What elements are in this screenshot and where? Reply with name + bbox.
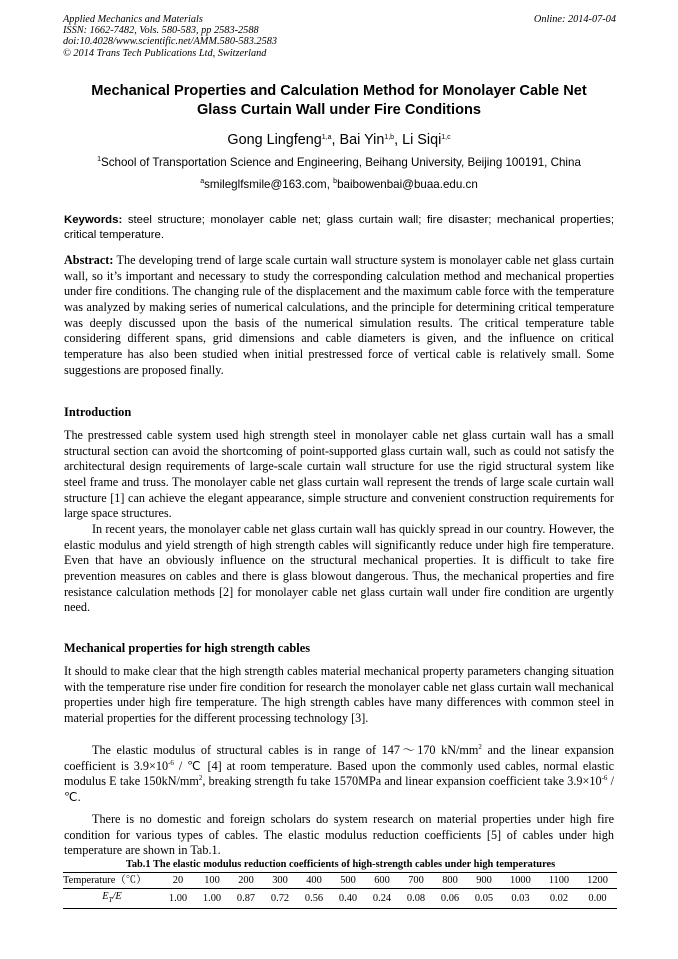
author-separator: , (394, 132, 403, 148)
author-1-affil: 1,a (321, 134, 332, 141)
abstract (64, 253, 614, 378)
mech-p2-text: , breaking strength fu take 1570MPa and linear expansion coefficient take 3.9×10 (202, 774, 602, 789)
affiliation (60, 155, 618, 170)
mech-p2-text: The elastic modulus of structural cables is in range of 147～170 kN/mm (92, 743, 479, 757)
issn-line: ISSN: 1662-7482, Vols. 580-583, pp 2583-2588 (63, 25, 259, 37)
superscript: 2 (198, 774, 203, 783)
mech-paragraph-3: There is no domestic and foreign scholars do system research on material properties under high fire condition for various types of cables. The elastic modulus reduction coefficients [5] of cables under high temperature are shown in Tab.1. (64, 812, 614, 858)
mech-p2-text: and the linear expansion coefficient is 3.9×10 (64, 743, 614, 773)
coefficient-cell: 0.06 (433, 889, 467, 909)
table-caption: Tab.1 The elastic modulus reduction coefficients of high-strength cables under high temperatures (125, 859, 556, 870)
temperature-cell: 1200 (578, 873, 617, 889)
doi-line: doi:10.4028/www.scientific.net/AMM.580-583.2583 (63, 36, 278, 48)
temperature-cell: 800 (433, 873, 467, 889)
email-b-marker: b (333, 178, 338, 185)
email-a[interactable]: smileglfsmile@163.com, (204, 178, 334, 191)
title-line-1: Mechanical Properties and Calculation Method for Monolayer Cable Net (91, 83, 587, 99)
affiliation-marker: 1 (97, 156, 101, 163)
superscript: 2 (478, 743, 482, 751)
coefficient-label: $E_T/E$ (63, 889, 161, 909)
superscript: -6 (601, 774, 608, 783)
intro-paragraph-1: The prestressed cable system used high strength steel in monolayer cable net glass curtain wall has a small structural section can avoid the shortcoming of point-supported glass curtain wall, such as could not satisfy the architectural design requirements of large-scale curtain wall structure for use the rigid structural system like steel frame and truss. The monolayer cable net glass curtain wall represent the trends of large scale curtain wall structure [1] can achieve the elegant appearance, simple structure and convenient construction requirements for large space structures. (64, 428, 614, 521)
coefficient-cell: 0.87 (229, 889, 263, 909)
paper-title (60, 82, 618, 119)
temperature-row (63, 873, 617, 889)
mech-paragraph-2 (64, 743, 614, 806)
coefficient-cell: 0.08 (399, 889, 433, 909)
journal-name: Applied Mechanics and Materials (63, 14, 203, 25)
author-2-affil: 1,b (384, 134, 395, 141)
temperature-cell: 500 (331, 873, 365, 889)
coefficient-cell: 1.00 (195, 889, 229, 909)
author-emails (60, 177, 618, 192)
coefficient-cell: 0.03 (501, 889, 540, 909)
abstract-label: Abstract: (64, 253, 114, 267)
author-3: Li Siqi (402, 132, 442, 148)
abstract-text: The developing trend of large scale curtain wall structure system is monolayer cable net glass curtain wall, so it’s important and necessary to study the corresponding calculation method and mechanical properties under fire conditions. The changing rule of the displacement and the maximum cable force with the temperature was analyzed by making series of numerical calculations, and the principle for determining critical temperature was deeply discussed upon the basis of the numerical simulation results. The critical temperature table considering different spans, grid dimensions and cable diameters is given, and the influence on critical temperature has also been studied when initial prestressed force of vertical cable is relatively small. Some suggestions are proposed finally. (64, 253, 614, 377)
author-3-affil: 1,c (441, 134, 451, 141)
mech-p2-text: / ℃ [4] at room temperature. Based upon the commonly used cables, normal elastic modulus E take 150kN/mm (64, 758, 614, 789)
author-1: Gong Lingfeng (227, 132, 322, 148)
coefficient-cell: 0.05 (467, 889, 501, 909)
author-list (60, 131, 618, 149)
mech-p2-text: /℃. (64, 774, 615, 804)
temperature-cell: 600 (365, 873, 399, 889)
section-heading-introduction: Introduction (64, 405, 132, 419)
title-line-2: Glass Curtain Wall under Fire Conditions (196, 101, 482, 118)
coefficient-row (63, 889, 617, 909)
temperature-cell: 20 (161, 873, 195, 889)
intro-paragraph-2: In recent years, the monolayer cable net glass curtain wall has quickly spread in our country. However, the elastic modulus and yield strength of high strength cables will significantly reduce under high fire temperature. Even that have an obviously influence on the structural mechanical properties. It is difficult to take fire prevention measures on cables and there is glass blowout dangerous. Thus, the mechanical properties and fire resistance calculation methods [2] for monolayer cable net glass curtain wall under fire condition are urgently need. (64, 522, 614, 615)
author-2: Bai Yin (339, 132, 385, 148)
temperature-cell: 100 (195, 873, 229, 889)
email-b[interactable]: baibowenbai@buaa.edu.cn (337, 178, 478, 191)
temperature-cell: 1100 (540, 873, 578, 889)
modulus-reduction-table (63, 872, 617, 909)
temperature-cell: 400 (297, 873, 331, 889)
keywords-label: Keywords: (64, 214, 123, 226)
coefficient-cell: 0.72 (263, 889, 297, 909)
journal-header (63, 14, 616, 59)
superscript: -6 (168, 758, 174, 767)
temperature-cell: 1000 (501, 873, 540, 889)
email-a-marker: a (200, 178, 205, 185)
temperature-cell: 300 (263, 873, 297, 889)
coefficient-cell: 0.00 (578, 889, 617, 909)
keywords (64, 213, 614, 243)
temperature-cell: 900 (467, 873, 501, 889)
coefficient-cell: 1.00 (161, 889, 195, 909)
coefficient-cell: 0.40 (331, 889, 365, 909)
coefficient-cell: 0.56 (297, 889, 331, 909)
mech-paragraph-1: It should to make clear that the high strength cables material mechanical property parameters changing situation with the temperature rise under fire condition for research the monolayer cable net glass curtain wall mechanical properties under high fire temperature. The high strength cables have many differences with common steel in material properties for the different processing technology [3]. (64, 664, 614, 725)
copyright-line: © 2014 Trans Tech Publications Ltd, Switzerland (63, 47, 267, 59)
online-date: Online: 2014-07-04 (533, 14, 616, 25)
keywords-text: steel structure; monolayer cable net; glass curtain wall; fire disaster; mechanical properties; critical temperature. (64, 214, 614, 241)
author-separator: , (331, 132, 340, 148)
affiliation-text: School of Transportation Science and Engineering, Beihang University, Beijing 100191, China (100, 156, 581, 169)
temperature-cell: 700 (399, 873, 433, 889)
coefficient-cell: 0.24 (365, 889, 399, 909)
temperature-label: Temperature（℃） (63, 873, 161, 889)
section-heading-mechanical-properties: Mechanical properties for high strength cables (64, 641, 311, 655)
coefficient-cell: 0.02 (540, 889, 578, 909)
temperature-cell: 200 (229, 873, 263, 889)
